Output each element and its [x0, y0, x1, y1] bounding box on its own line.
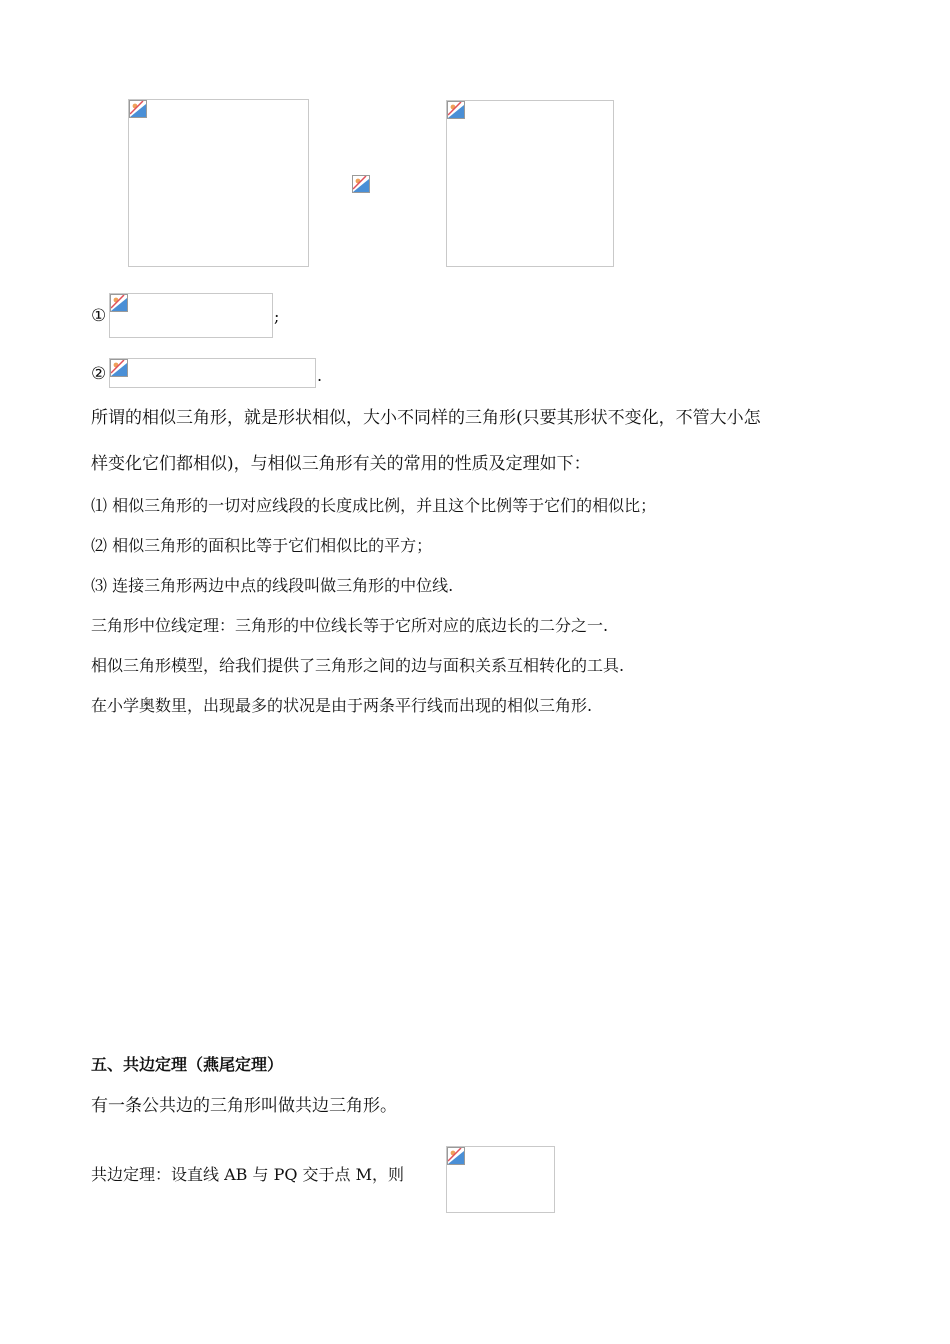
broken-image-icon: [352, 175, 370, 193]
broken-image-icon: [110, 294, 128, 312]
formula-item1-end: ;: [274, 307, 280, 326]
formula-image-2: [109, 358, 316, 388]
theorem-formula-image: [446, 1146, 555, 1213]
broken-image-icon: [447, 1147, 465, 1165]
formula-item2-end: .: [317, 366, 323, 385]
property-1: ⑴ 相似三角形的一切对应线段的长度成比例，并且这个比例等于它们的相似比；: [91, 496, 657, 515]
property-3: ⑶ 连接三角形两边中点的线段叫做三角形的中位线.: [91, 576, 454, 595]
figure-top-left: [128, 99, 309, 267]
figure-top-middle: [352, 175, 370, 195]
property-2: ⑵ 相似三角形的面积比等于它们相似比的平方；: [91, 536, 433, 555]
broken-image-icon: [447, 101, 465, 119]
section-definition: 有一条公共边的三角形叫做共边三角形。: [91, 1096, 397, 1116]
olympiad-note: 在小学奥数里，出现最多的状况是由于两条平行线而出现的相似三角形.: [91, 696, 593, 715]
formula-item1-marker: ①: [91, 306, 107, 326]
figure-top-right: [446, 100, 614, 267]
theorem-statement: 共边定理：设直线 AB 与 PQ 交于点 M，则: [91, 1165, 405, 1184]
intro-line-2: 样变化它们都相似)，与相似三角形有关的常用的性质及定理如下：: [91, 454, 591, 474]
formula-image-1: [109, 293, 273, 338]
broken-image-icon: [110, 359, 128, 377]
formula-item2-marker: ②: [91, 364, 107, 384]
midline-theorem: 三角形中位线定理：三角形的中位线长等于它所对应的底边长的二分之一.: [91, 616, 609, 635]
broken-image-icon: [129, 100, 147, 118]
intro-line-1: 所谓的相似三角形，就是形状相似，大小不同样的三角形(只要其形状不变化，不管大小怎: [91, 408, 761, 428]
model-note: 相似三角形模型，给我们提供了三角形之间的边与面积关系互相转化的工具.: [91, 656, 625, 675]
section-heading: 五、共边定理（燕尾定理）: [91, 1055, 284, 1074]
